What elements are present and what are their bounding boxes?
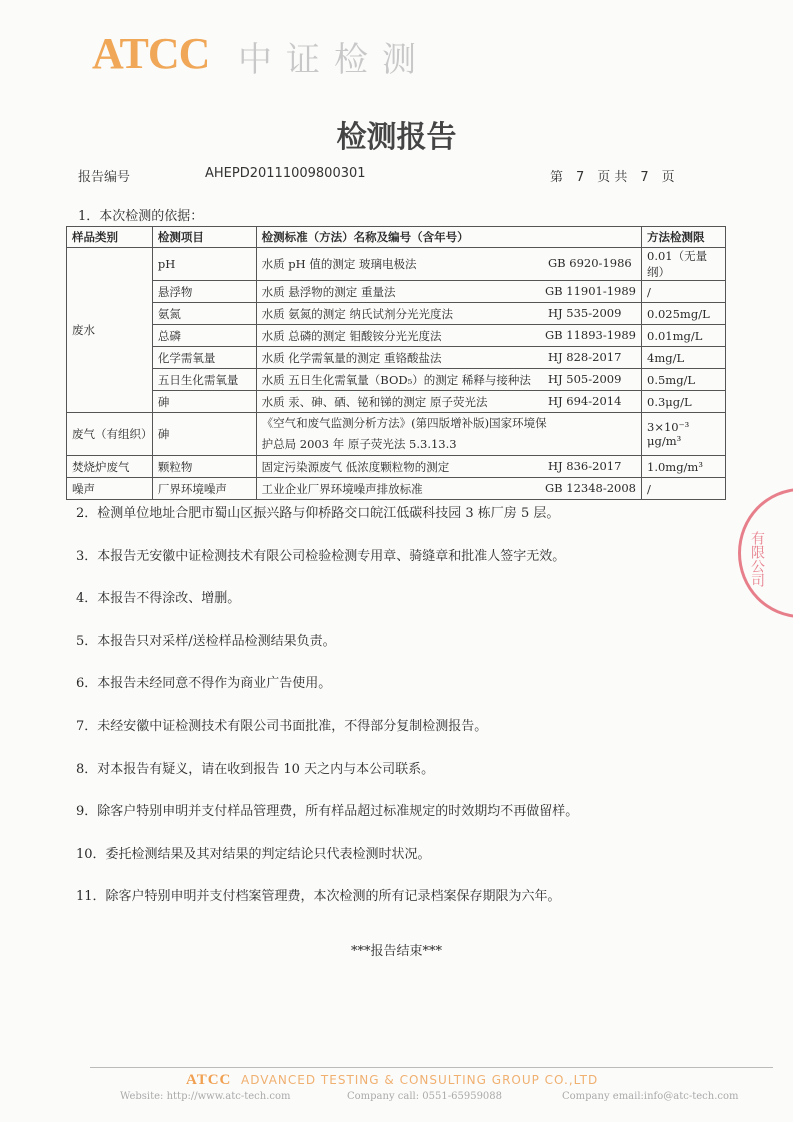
table-row bbox=[67, 347, 726, 369]
item-cell: 化学需氧量 bbox=[152, 347, 256, 369]
category-cell: 废气（有组织） bbox=[67, 413, 153, 456]
table-row bbox=[67, 391, 726, 413]
method-name: 水质 悬浮物的测定 重量法 bbox=[261, 284, 396, 299]
limit-cell: 4mg/L bbox=[642, 347, 726, 369]
method-name: 水质 总磷的测定 钼酸铵分光光度法 bbox=[261, 328, 442, 343]
table-header-row bbox=[67, 227, 726, 248]
method-cell bbox=[256, 325, 641, 347]
method-code: HJ 694-2014 bbox=[548, 393, 622, 408]
table-row bbox=[67, 281, 726, 303]
note-item: 5．本报告只对采样/送检样品检测结果负责。 bbox=[76, 633, 336, 649]
limit-cell: 0.01mg/L bbox=[642, 325, 726, 347]
report-no: AHEPD20111009800301 bbox=[205, 166, 366, 181]
method-name: 《空气和废气监测分析方法》(第四版增补版)国家环境保护总局 2003 年 原子荧光法 5.3.13.3 bbox=[261, 416, 547, 451]
method-cell bbox=[256, 391, 641, 413]
method-name: 水质 pH 值的测定 玻璃电极法 bbox=[261, 257, 417, 271]
item-cell: 悬浮物 bbox=[152, 281, 256, 303]
report-no-label: 报告编号 bbox=[78, 170, 131, 185]
item-cell: 厂界环境噪声 bbox=[152, 478, 256, 500]
note-item: 2．检测单位地址合肥市蜀山区振兴路与仰桥路交口皖江低碳科技园 3 栋厂房 5 层。 bbox=[76, 506, 560, 521]
method-cell bbox=[256, 478, 641, 500]
header-cell: 方法检测限 bbox=[642, 227, 726, 248]
footer-phone: Company call: 0551-65959088 bbox=[347, 1091, 503, 1102]
method-code bbox=[548, 413, 636, 455]
limit-cell: 0.025mg/L bbox=[642, 303, 726, 325]
item-cell: 五日生化需氧量 bbox=[152, 369, 256, 391]
table-row bbox=[67, 325, 726, 347]
header-cell: 检测标准（方法）名称及编号（含年号） bbox=[256, 227, 641, 248]
header-cell: 样品类别 bbox=[67, 227, 153, 248]
note-item: 7．未经安徽中证检测技术有限公司书面批准，不得部分复制检测报告。 bbox=[76, 719, 488, 734]
method-code: GB 6920-1986 bbox=[548, 256, 632, 270]
limit-cell: / bbox=[642, 478, 726, 500]
item-cell: 砷 bbox=[152, 413, 256, 456]
method-cell bbox=[256, 248, 641, 281]
note-item: 11．除客户特别申明并支付档案管理费，本次检测的所有记录档案保存期限为六年。 bbox=[76, 889, 561, 905]
limit-cell: 0.01（无量纲） bbox=[642, 248, 726, 281]
method-name: 水质 五日生化需氧量（BOD₅）的测定 稀释与接种法 bbox=[261, 372, 531, 387]
section-title: 1．本次检测的依据： bbox=[78, 209, 204, 224]
limit-cell: 0.3μg/L bbox=[642, 391, 726, 413]
limit-cell: / bbox=[642, 281, 726, 303]
note-item: 10．委托检测结果及其对结果的判定结论只代表检测时状况。 bbox=[76, 846, 431, 862]
method-name: 水质 汞、砷、硒、铋和锑的测定 原子荧光法 bbox=[261, 394, 488, 409]
table-row bbox=[67, 478, 726, 500]
limit-cell: 1.0mg/m³ bbox=[642, 456, 726, 478]
method-cell bbox=[256, 281, 641, 303]
method-name: 固定污染源废气 低浓度颗粒物的测定 bbox=[261, 459, 450, 474]
page-title: 检测报告 bbox=[336, 120, 457, 155]
limit-cell: 3×10⁻³ μg/m³ bbox=[642, 413, 726, 456]
company-logo: ATCC bbox=[92, 29, 210, 78]
footer-divider bbox=[90, 1067, 773, 1068]
table-row bbox=[67, 413, 726, 456]
method-code: HJ 828-2017 bbox=[548, 349, 622, 364]
method-cell bbox=[256, 303, 641, 325]
standards-table bbox=[66, 226, 726, 500]
method-code: GB 11893-1989 bbox=[544, 327, 636, 342]
item-cell: 总磷 bbox=[152, 325, 256, 347]
method-code: GB 12348-2008 bbox=[544, 480, 636, 495]
category-cell: 废水 bbox=[67, 248, 153, 413]
company-seal: 有限公司 bbox=[738, 488, 793, 618]
table-row bbox=[67, 303, 726, 325]
item-cell: 颗粒物 bbox=[152, 456, 256, 478]
table-row bbox=[67, 456, 726, 478]
category-cell: 噪声 bbox=[67, 478, 153, 500]
method-name: 水质 化学需氧量的测定 重铬酸盐法 bbox=[261, 350, 442, 365]
item-cell: 氨氮 bbox=[152, 303, 256, 325]
method-cell bbox=[256, 369, 641, 391]
footer-email: Company email:info@atc-tech.com bbox=[562, 1091, 739, 1102]
header-cell: 检测项目 bbox=[152, 227, 256, 248]
company-logo-cn: 中证检测 bbox=[238, 40, 430, 80]
table-row bbox=[67, 248, 726, 281]
limit-cell: 0.5mg/L bbox=[642, 369, 726, 391]
method-code: HJ 535-2009 bbox=[548, 305, 622, 320]
page-info: 第 7 页 共 7 页 bbox=[550, 170, 675, 185]
category-cell: 焚烧炉废气 bbox=[67, 456, 153, 478]
method-code: HJ 836-2017 bbox=[548, 458, 622, 473]
note-item: 3．本报告无安徽中证检测技术有限公司检验检测专用章、骑缝章和批准人签字无效。 bbox=[76, 548, 566, 564]
note-item: 4．本报告不得涂改、增删。 bbox=[76, 591, 241, 607]
method-name: 水质 氨氮的测定 纳氏试剂分光光度法 bbox=[261, 306, 453, 321]
end-marker: ***报告结束*** bbox=[350, 944, 442, 959]
method-name: 工业企业厂界环境噪声排放标准 bbox=[261, 481, 423, 496]
footer-brand: ATCC ADVANCED TESTING & CONSULTING GROUP CO.,LTD bbox=[186, 1072, 599, 1088]
method-code: HJ 505-2009 bbox=[548, 371, 622, 386]
item-cell: 砷 bbox=[152, 391, 256, 413]
note-item: 9．除客户特别申明并支付样品管理费，所有样品超过标准规定的时效期均不再做留样。 bbox=[76, 804, 579, 820]
method-cell bbox=[256, 456, 641, 478]
footer-website: Website: http://www.atc-tech.com bbox=[120, 1091, 291, 1102]
method-cell bbox=[256, 347, 641, 369]
table-row bbox=[67, 369, 726, 391]
item-cell: pH bbox=[152, 248, 256, 281]
method-code: GB 11901-1989 bbox=[544, 283, 636, 298]
method-cell bbox=[256, 413, 641, 456]
note-item: 6．本报告未经同意不得作为商业广告使用。 bbox=[76, 676, 332, 692]
note-item: 8．对本报告有疑义，请在收到报告 10 天之内与本公司联系。 bbox=[76, 761, 435, 777]
